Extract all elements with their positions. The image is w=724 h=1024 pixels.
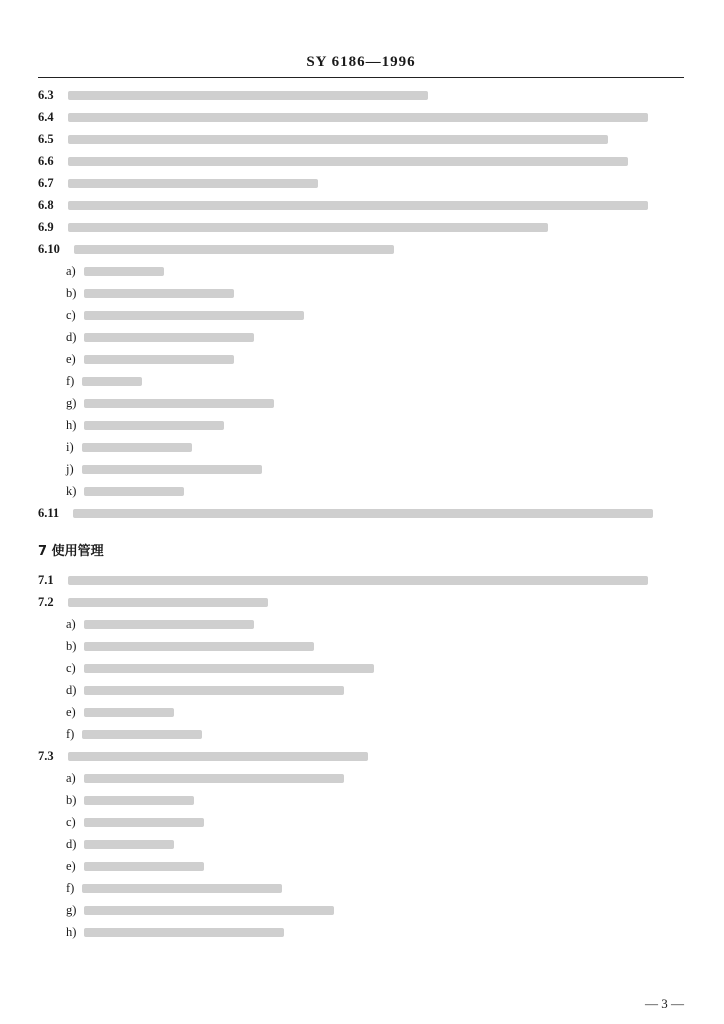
list-item: d) [66,679,684,701]
header-rule [38,77,684,78]
list-item: g) [66,899,684,921]
list-item: j) [66,458,684,480]
clause-6-9: 6.9 [38,216,684,238]
list-item: b) [66,789,684,811]
clause-7-2: 7.2 [38,591,684,613]
clause-6-3: 6.3 [38,84,684,106]
standard-header: SY 6186—1996 [306,54,416,70]
section-7 [38,540,684,943]
text-placeholder [68,598,268,607]
list-item: c) [66,811,684,833]
text-placeholder [68,752,368,761]
list-item: f) [66,723,684,745]
list-item: a) [66,613,684,635]
page-number: — 3 — [645,996,684,1011]
clause-6-4: 6.4 [38,106,684,128]
list-item: c) [66,657,684,679]
clause-6-5: 6.5 [38,128,684,150]
text-placeholder [68,201,648,210]
list-7-3 [66,767,684,943]
text-placeholder [68,179,318,188]
clause-6-7: 6.7 [38,172,684,194]
clause-7-1: 7.1 [38,569,684,591]
list-item: i) [66,436,684,458]
section-6 [38,84,684,524]
list-item: a) [66,767,684,789]
list-item: h) [66,414,684,436]
section-title: 7 使用管理 [38,544,104,559]
list-item: d) [66,833,684,855]
clause-7-3: 7.3 [38,745,684,767]
list-item: b) [66,635,684,657]
list-item: f) [66,877,684,899]
text-placeholder [74,245,394,254]
list-6-10 [66,260,684,502]
text-placeholder [68,576,648,585]
list-item: f) [66,370,684,392]
list-7-2 [66,613,684,745]
text-placeholder [73,509,653,518]
clause-6-10: 6.10 [38,238,684,260]
list-item: k) [66,480,684,502]
clause-6-11: 6.11 [38,502,684,524]
list-item: e) [66,855,684,877]
text-placeholder [68,157,628,166]
list-item: h) [66,921,684,943]
clause-6-6: 6.6 [38,150,684,172]
list-item: a) [66,260,684,282]
list-item: b) [66,282,684,304]
text-placeholder [68,135,608,144]
text-placeholder [68,223,548,232]
clause-6-8: 6.8 [38,194,684,216]
text-placeholder [68,113,648,122]
list-item: c) [66,304,684,326]
list-item: d) [66,326,684,348]
list-item: e) [66,348,684,370]
list-item: e) [66,701,684,723]
text-placeholder [68,91,428,100]
list-item: g) [66,392,684,414]
